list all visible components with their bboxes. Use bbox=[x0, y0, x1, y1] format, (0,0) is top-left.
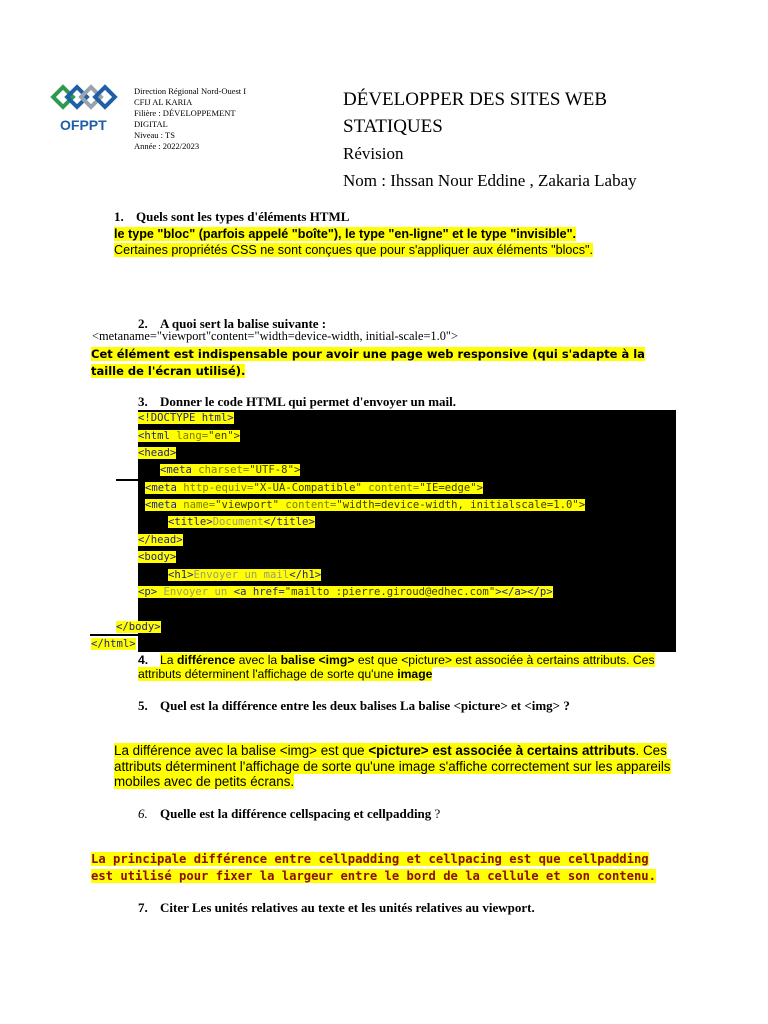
info-filiere: Filière : DÉVELOPPEMENT bbox=[134, 108, 236, 118]
title-line2: STATIQUES bbox=[343, 116, 443, 137]
question-4-number: 4. bbox=[138, 653, 149, 667]
ofppt-logo-icon bbox=[50, 84, 120, 134]
question-1-number: 1. bbox=[114, 209, 124, 224]
answer-1-line2: Certaines propriétés CSS ne sont conçues que pour s'appliquer aux éléments "blocs". bbox=[114, 243, 593, 257]
code-line-body-close: </body> bbox=[116, 621, 161, 633]
names: Nom : Ihssan Nour Eddine , Zakaria Labay bbox=[343, 171, 637, 190]
meta-tag-example: <metaname="viewport"content="width=device-width, initial-scale=1.0"> bbox=[92, 329, 458, 343]
info-niveau: Niveau : TS bbox=[134, 130, 175, 140]
school-info bbox=[134, 86, 246, 152]
info-annee: Année : 2022/2023 bbox=[134, 141, 200, 151]
info-cfij: CFIJ AL KARIA bbox=[134, 97, 193, 107]
code-divider-top bbox=[116, 479, 138, 481]
subtitle: Révision bbox=[343, 144, 404, 163]
answer-4: 4. La différence avec la balise <img> est que <picture> est associée à certains attributs. Ces attributs déterminent l'affichage de sorte qu'une image bbox=[138, 653, 655, 681]
answer-2-text: Cet élément est indispensable pour avoir une page web responsive (qui s'adapte à la taille de l'écran utilisé). bbox=[91, 347, 645, 378]
answer-6 bbox=[91, 851, 656, 884]
code-line-meta-charset: <meta charset="UTF-8"> bbox=[160, 464, 301, 476]
answer-2 bbox=[91, 346, 676, 380]
code-line-meta-viewport: <meta name="viewport" content="width=device-width, initialscale=1.0"> bbox=[145, 499, 586, 511]
question-6-text: Quelle est la différence cellspacing et cellpadding bbox=[160, 806, 432, 821]
logo-text: OFPPT bbox=[60, 117, 107, 133]
code-line-head: <head> bbox=[138, 447, 177, 459]
code-line-h1: <h1>Envoyer un mail</h1> bbox=[168, 569, 322, 581]
question-7-text: Citer Les unités relatives au texte et les unités relatives au viewport. bbox=[160, 900, 535, 915]
code-line-head-close: </head> bbox=[138, 534, 183, 546]
info-direction: Direction Régional Nord-Ouest I bbox=[134, 86, 247, 96]
question-3-number: 3. bbox=[138, 394, 148, 409]
question-5-text: Quel est la différence entre les deux balises La balise <picture> et <img> ? bbox=[160, 698, 570, 713]
question-3-text: Donner le code HTML qui permet d'envoyer un mail. bbox=[160, 394, 456, 409]
answer-6-line1: La principale différence entre cellpadding et cellpacing est que cellpadding bbox=[91, 852, 649, 866]
info-digital: DIGITAL bbox=[134, 119, 168, 129]
code-line-doctype: <!DOCTYPE html> bbox=[138, 412, 234, 424]
answer-5: La différence avec la balise <img> est que <picture> est associée à certains attributs. Ces attributs déterminent l'affichage de sorte qu'une image s'affiche correctement sur les appareils mobiles avec de petits écrans. bbox=[114, 743, 671, 789]
question-6: 6. Quelle est la différence cellspacing et cellpadding ? bbox=[138, 806, 441, 821]
answer-1 bbox=[114, 226, 593, 258]
document-title bbox=[343, 86, 637, 194]
question-3 bbox=[138, 394, 456, 410]
question-6-number: 6. bbox=[138, 806, 148, 821]
question-7-number: 7. bbox=[138, 900, 148, 915]
question-1-text: Quels sont les types d'éléments HTML bbox=[136, 209, 350, 224]
title-line1: DÉVELOPPER DES SITES WEB bbox=[343, 89, 608, 110]
code-line-meta-http: <meta http-equiv="X-UA-Compatible" content="IE=edge"> bbox=[145, 482, 484, 494]
question-5-number: 5. bbox=[138, 698, 148, 713]
question-5 bbox=[138, 698, 570, 714]
code-line-title: <title>Document</title> bbox=[168, 516, 315, 528]
question-1 bbox=[114, 209, 349, 225]
ofppt-logo bbox=[50, 84, 120, 134]
code-line-body: <body> bbox=[138, 551, 177, 563]
code-line-html: <html lang="en"> bbox=[138, 430, 241, 442]
question-2-text: A quoi sert la balise suivante : bbox=[160, 316, 327, 331]
code-divider-bottom bbox=[90, 634, 138, 636]
question-2-number: 2. bbox=[138, 316, 148, 331]
code-block bbox=[138, 410, 676, 652]
question-7 bbox=[138, 900, 535, 916]
answer-6-line2: est utilisé pour fixer la largeur entre le bord de la cellule et son contenu. bbox=[91, 868, 656, 883]
answer-1-line1: le type "bloc" (parfois appelé "boîte"), le type "en-ligne" et le type "invisible". bbox=[114, 227, 577, 241]
code-line-html-close: </html> bbox=[91, 638, 136, 650]
code-line-p: <p> Envoyer un <a href="mailto :pierre.giroud@edhec.com"></a></p> bbox=[138, 586, 553, 598]
